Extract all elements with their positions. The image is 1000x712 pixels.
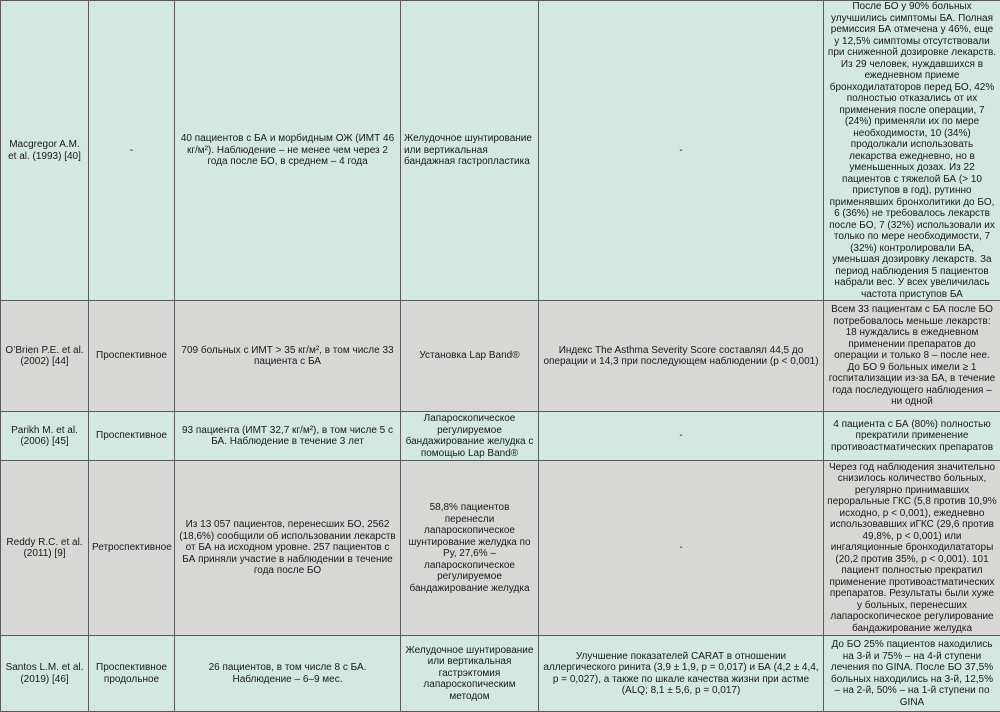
results-cell: После БО у 90% больных улучшились симптомы БА. Полная ремиссия БА отмечена у 46%, еще у 12,5% симптомы отсутствовали при сниженной дозировке лекарств. Из 29 человек, нуждавшихся в ежедневном приеме бронходилататоров перед БО, 42% полностью отказались от их применения после операции, 7 (24%) применяли их по мере необходимости, 10 (34%) продолжали использовать лекарства ежедневно, но в уменьшенных дозах. Из 22 пациентов с тяжелой БА (> 10 приступов в год), рутинно применявших бронхолитики до БО, 6 (36%) не требовалось лекарств после БО, 7 (32%) использовали их только по мере необходимости, 7 (32%) контролировали БА, уменьшая дозировку лекарств. За период наблюдения 5 пациентов набрали вес. У всех увеличилась частота приступов БА: [824, 1, 1000, 301]
results-cell: Через год наблюдения значительно снизилось количество больных, регулярно принимавших пероральные ГКС (5,8 против 10,9% исходно, p < 0,001), ежедневно использовавших иГКС (29,6 против 49,8%, p < 0,001) или ингаляционные бронходилататоры (20,2 против 35%, p < 0,001). 101 пациент полностью прекратил применение противоастматических препаратов. Результаты были хуже у больных, перенесших лапароскопическое регулирование бандажирование желудка: [824, 461, 1000, 636]
intervention-cell: Лапароскопическое регулируемое бандажирование желудка с помощью Lap Band®: [401, 412, 539, 461]
measures-cell: -: [539, 412, 824, 461]
measures-cell: -: [539, 1, 824, 301]
intervention-cell: Желудочное шунтирование или вертикальная бандажная гастропластика: [401, 1, 539, 301]
participants-cell: 26 пациентов, в том числе 8 с БА. Наблюдение – 6–9 мес.: [175, 636, 401, 712]
participants-cell: 93 пациента (ИМТ 32,7 кг/м²), в том числе 5 с БА. Наблюдение в течение 3 лет: [175, 412, 401, 461]
design-cell: Ретроспективное: [89, 461, 175, 636]
table-row: [1, 636, 1000, 712]
participants-cell: 709 больных с ИМТ > 35 кг/м², в том числе 33 пациента с БА: [175, 301, 401, 412]
intervention-cell: 58,8% пациентов перенесли лапароскопическое шунтирование желудка по Ру, 27,6% – лапароскопическое регулируемое бандажирование желудка: [401, 461, 539, 636]
results-cell: Всем 33 пациентам с БА после БО потребовалось меньше лекарств: 18 нуждались в ежедневном применении препаратов до операции и только 8 – после нее. До БО 9 больных имели ≥ 1 госпитализации из-за БА, в течение года последующего наблюдения – ни одной: [824, 301, 1000, 412]
results-cell: 4 пациента с БА (80%) полностью прекратили применение противоастматических препаратов: [824, 412, 1000, 461]
participants-cell: Из 13 057 пациентов, перенесших БО, 2562 (18,6%) сообщили об использовании лекарств от БА на исходном уровне. 257 пациентов с БА приняли участие в наблюдении в течение года после БО: [175, 461, 401, 636]
results-cell: До БО 25% пациентов находились на 3-й и 75% – на 4-й ступени лечения по GINA. После БО 37,5% больных находились на 3-й, 12,5% – на 2-й, 50% – на 1-й ступени по GINA: [824, 636, 1000, 712]
measures-cell: -: [539, 461, 824, 636]
design-cell: Проспективное продольное: [89, 636, 175, 712]
participants-cell: 40 пациентов с БА и морбидным ОЖ (ИМТ 46 кг/м²). Наблюдение – не менее чем через 2 года после БО, в среднем – 4 года: [175, 1, 401, 301]
table-row: [1, 301, 1000, 412]
author-cell: Santos L.M. et al. (2019) [46]: [1, 636, 89, 712]
table-row: [1, 461, 1000, 636]
table-row: [1, 412, 1000, 461]
table-row: [1, 1, 1000, 301]
author-cell: Reddy R.C. et al. (2011) [9]: [1, 461, 89, 636]
design-cell: -: [89, 1, 175, 301]
intervention-cell: Установка Lap Band®: [401, 301, 539, 412]
measures-cell: Индекс The Asthma Severity Score составлял 44,5 до операции и 14,3 при последующем наблюдении (p < 0,001): [539, 301, 824, 412]
design-cell: Проспективное: [89, 412, 175, 461]
author-cell: Macgregor A.M. et al. (1993) [40]: [1, 1, 89, 301]
measures-cell: Улучшение показателей CARAT в отношении аллергического ринита (3,9 ± 1,9, p = 0,017) и БА (4,2 ± 4,4, p = 0,027), а также по шкале качества жизни при астме (ALQ; 8,1 ± 5,6, p = 0,017): [539, 636, 824, 712]
author-cell: O’Brien P.E. et al. (2002) [44]: [1, 301, 89, 412]
author-cell: Parikh M. et al. (2006) [45]: [1, 412, 89, 461]
intervention-cell: Желудочное шунтирование или вертикальная гастрэктомия лапароскопическим методом: [401, 636, 539, 712]
design-cell: Проспективное: [89, 301, 175, 412]
